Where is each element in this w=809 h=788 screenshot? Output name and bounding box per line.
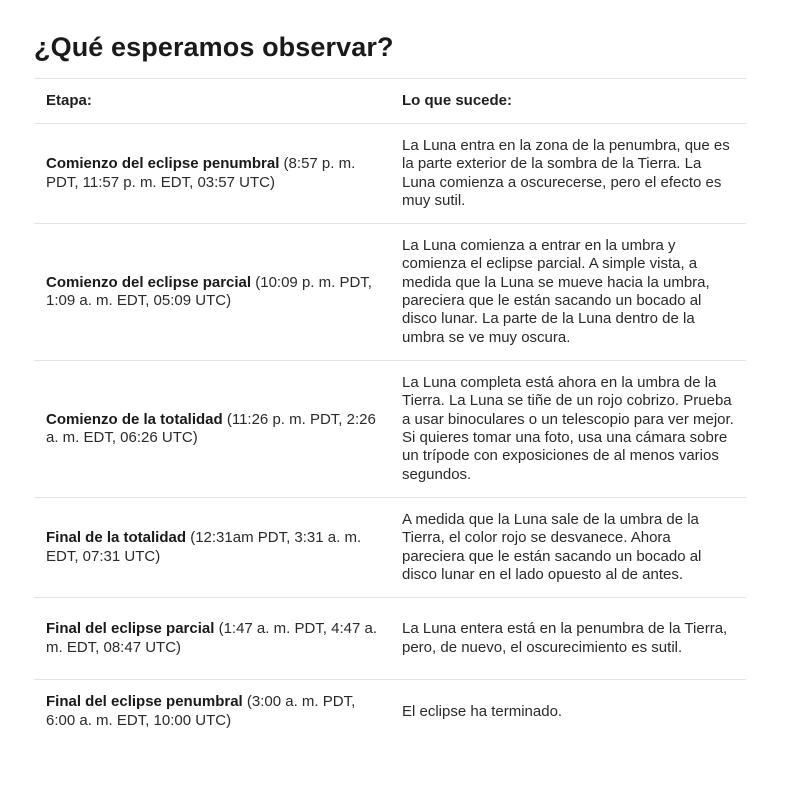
eclipse-stages-table [34, 78, 746, 744]
table-header-row [34, 79, 746, 124]
stage-name: Final del eclipse penumbral [46, 693, 243, 711]
page-title: ¿Qué esperamos observar? [34, 32, 394, 62]
description-cell: El eclipse ha terminado. [390, 680, 746, 744]
stage-cell [34, 598, 390, 680]
stage-time: (10:09 p. m. PDT, 1:09 a. m. EDT, 05:09 UTC) [46, 273, 372, 309]
table-row [34, 498, 746, 598]
description-cell: La Luna completa está ahora en la umbra de la Tierra. La Luna se tiñe de un rojo cobrizo. Prueba a usar binoculares o un telescopio para ver mejor. Si quieres tomar una foto, usa una cámara sobre un trípode con exposiciones de al menos varios segundos. [390, 361, 746, 498]
stage-name: Final de la totalidad [46, 529, 187, 547]
description-cell: A medida que la Luna sale de la umbra de la Tierra, el color rojo se desvanece. Ahora pareciera que le están sacando un bocado al disco lunar en el lado opuesto al de antes. [390, 498, 746, 598]
stage-name: Comienzo del eclipse parcial [46, 273, 252, 291]
stage-time: (8:57 p. m. PDT, 11:57 p. m. EDT, 03:57 UTC) [46, 155, 356, 191]
stage-cell [34, 124, 390, 224]
table-row [34, 680, 746, 744]
stage-name: Final del eclipse parcial [46, 620, 215, 638]
stage-name: Comienzo de la totalidad [46, 410, 223, 428]
description-cell: La Luna entra en la zona de la penumbra, que es la parte exterior de la sombra de la Tierra. La Luna comienza a oscurecerse, pero el efecto es muy sutil. [390, 124, 746, 224]
stage-time: (1:47 a. m. PDT, 4:47 a. m. EDT, 08:47 UTC) [46, 620, 377, 656]
stage-cell [34, 224, 390, 361]
table-row [34, 598, 746, 680]
header-stage: Etapa: [34, 79, 390, 124]
stage-cell [34, 680, 390, 744]
stage-name: Comienzo del eclipse penumbral [46, 155, 280, 173]
stage-time: (12:31am PDT, 3:31 a. m. EDT, 07:31 UTC) [46, 529, 362, 565]
table-row [34, 124, 746, 224]
stage-time: (11:26 p. m. PDT, 2:26 a. m. EDT, 06:26 UTC) [46, 410, 376, 446]
table-row [34, 224, 746, 361]
header-description: Lo que sucede: [390, 79, 746, 124]
stage-cell [34, 361, 390, 498]
description-cell: La Luna comienza a entrar en la umbra y comienza el eclipse parcial. A simple vista, a medida que la Luna se mueve hacia la umbra, pareciera que le están sacando un bocado al disco lunar. La parte de la Luna dentro de la umbra se ve muy oscura. [390, 224, 746, 361]
stage-cell [34, 498, 390, 598]
description-cell: La Luna entera está en la penumbra de la Tierra, pero, de nuevo, el oscurecimiento es sutil. [390, 598, 746, 680]
table-row [34, 361, 746, 498]
stage-time: (3:00 a. m. PDT, 6:00 a. m. EDT, 10:00 UTC) [46, 693, 356, 729]
